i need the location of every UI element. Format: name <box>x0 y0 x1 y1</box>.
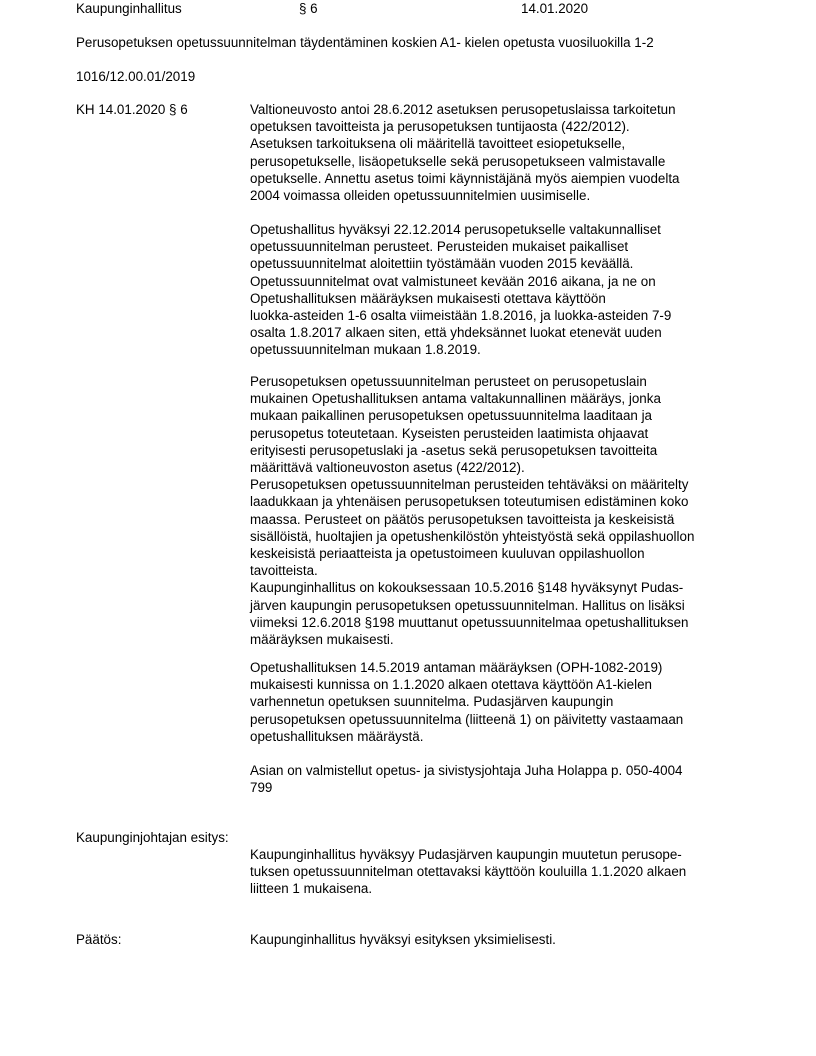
header-date: 14.01.2020 <box>521 1 589 16</box>
paragraph-3 <box>250 373 750 648</box>
text-line: Perusopetuksen opetussuunnitelman perusteet on perusopetuslain <box>250 374 647 389</box>
header-section: § 6 <box>299 1 318 16</box>
text-line: opetushallituksen määräystä. <box>250 728 424 744</box>
decision-label: Päätös: <box>76 932 122 947</box>
text-line: Opetussuunnitelmat ovat valmistuneet kevään 2016 aikana, ja ne on <box>250 273 656 289</box>
text-line: opetuksen tavoitteista ja perusopetuksen tuntijaosta (422/2012). <box>250 119 630 135</box>
text-line: tuksen opetussuunnitelman otettavaksi käyttöön kouluilla 1.1.2020 alkaen <box>250 864 687 880</box>
text-line: 799 <box>250 780 273 796</box>
text-line: opetukselle. Annettu asetus toimi käynnistäjänä myös aiempien vuodelta <box>250 170 680 186</box>
paragraph-2 <box>250 221 750 359</box>
text-line: opetussuunnitelman perusteet. Perusteiden mukaiset paikalliset <box>250 239 629 255</box>
text-line: perusopetuksen opetussuunnitelma (liitteenä 1) on päivitetty vastaamaan <box>250 711 684 727</box>
text-line: perusopetus toteutetaan. Kyseisten perusteiden laatimista ohjaavat <box>250 425 649 441</box>
text-line: Asetuksen tarkoituksena oli määritellä tavoitteet esiopetukselle, <box>250 136 626 152</box>
text-line: määräyksen mukaisesti. <box>250 632 394 648</box>
proposal-label: Kaupunginjohtajan esitys: <box>76 830 229 845</box>
text-line: Perusopetuksen opetussuunnitelman perusteiden tehtäväksi on määritelty <box>250 477 689 493</box>
text-line: mukaisesti kunnissa on 1.1.2020 alkaen otettava käyttöön A1-kielen <box>250 677 652 693</box>
text-line: Kaupunginhallitus hyväksyy Pudasjärven kaupungin muutetun perusope- <box>250 847 682 862</box>
text-line: määrittävä valtioneuvoston asetus (422/2012). <box>250 460 525 476</box>
text-line: 2004 voimassa olleiden opetussuunnitelmien uusimiselle. <box>250 188 591 204</box>
text-line: Opetushallituksen 14.5.2019 antaman määräyksen (OPH-1082-2019) <box>250 660 663 675</box>
text-line: luokka-asteiden 1-6 osalta viimeistään 1.8.2016, ja luokka-asteiden 7-9 <box>250 308 672 324</box>
proposal-text <box>250 846 750 898</box>
paragraph-1 <box>250 101 750 204</box>
text-line: Opetushallituksen määräyksen mukaisesti otettava käyttöön <box>250 290 606 306</box>
text-line: laadukkaan ja yhtenäisen perusopetuksen toteutumisen edistäminen koko <box>250 494 689 510</box>
paragraph-4 <box>250 659 750 745</box>
paragraph-5 <box>250 762 750 796</box>
text-line: Asian on valmistellut opetus- ja sivistysjohtaja Juha Holappa p. 050-4004 <box>250 763 683 778</box>
text-line: maassa. Perusteet on päätös perusopetuksen tavoitteista ja keskeisistä <box>250 511 675 527</box>
text-line: erityisesti perusopetuslaki ja -asetus sekä perusopetuksen tavoitteita <box>250 442 658 458</box>
text-line: järven kaupungin perusopetuksen opetussuunnitelman. Hallitus on lisäksi <box>250 597 685 613</box>
text-line: perusopetukselle, lisäopetukselle sekä perusopetukseen valmistavalle <box>250 153 666 169</box>
text-line: opetussuunnitelmat aloitettiin työstämään vuoden 2015 keväällä. <box>250 256 634 272</box>
text-line: Kaupunginhallitus on kokouksessaan 10.5.2016 §148 hyväksynyt Pudas- <box>250 580 684 596</box>
meeting-reference: KH 14.01.2020 § 6 <box>76 102 188 117</box>
document-title: Perusopetuksen opetussuunnitelman täydentäminen koskien A1- kielen opetusta vuosiluokilla 1-2 <box>76 35 654 50</box>
text-line: osalta 1.8.2017 alkaen siten, että yhdeksännet luokat etenevät uuden <box>250 325 662 341</box>
text-line: Opetushallitus hyväksyi 22.12.2014 perusopetukselle valtakunnalliset <box>250 222 661 237</box>
text-line: liitteen 1 mukaisena. <box>250 881 373 897</box>
case-number: 1016/12.00.01/2019 <box>76 69 196 84</box>
text-line: opetussuunnitelman mukaan 1.8.2019. <box>250 342 481 358</box>
text-line: sisällöistä, huoltajien ja opetushenkilöstön yhteistyöstä sekä oppilashuollon <box>250 528 695 544</box>
text-line: Valtioneuvosto antoi 28.6.2012 asetuksen perusopetuslaissa tarkoitetun <box>250 102 676 117</box>
text-line: viimeksi 12.6.2018 §198 muuttanut opetussuunnitelmaa opetushallituksen <box>250 614 689 630</box>
text-line: varhennetun opetuksen suunnitelma. Pudasjärven kaupungin <box>250 694 614 710</box>
decision-text: Kaupunginhallitus hyväksyi esityksen yksimielisesti. <box>250 932 556 947</box>
header-body: Kaupunginhallitus <box>76 1 182 16</box>
text-line: mukaan paikallinen perusopetuksen opetussuunnitelma laaditaan ja <box>250 408 652 424</box>
text-line: mukainen Opetushallituksen antama valtakunnallinen määräys, jonka <box>250 391 661 407</box>
text-line: keskeisistä periaatteista ja opetustoimeen kuuluvan oppilashuollon <box>250 546 645 562</box>
text-line: tavoitteista. <box>250 563 318 579</box>
